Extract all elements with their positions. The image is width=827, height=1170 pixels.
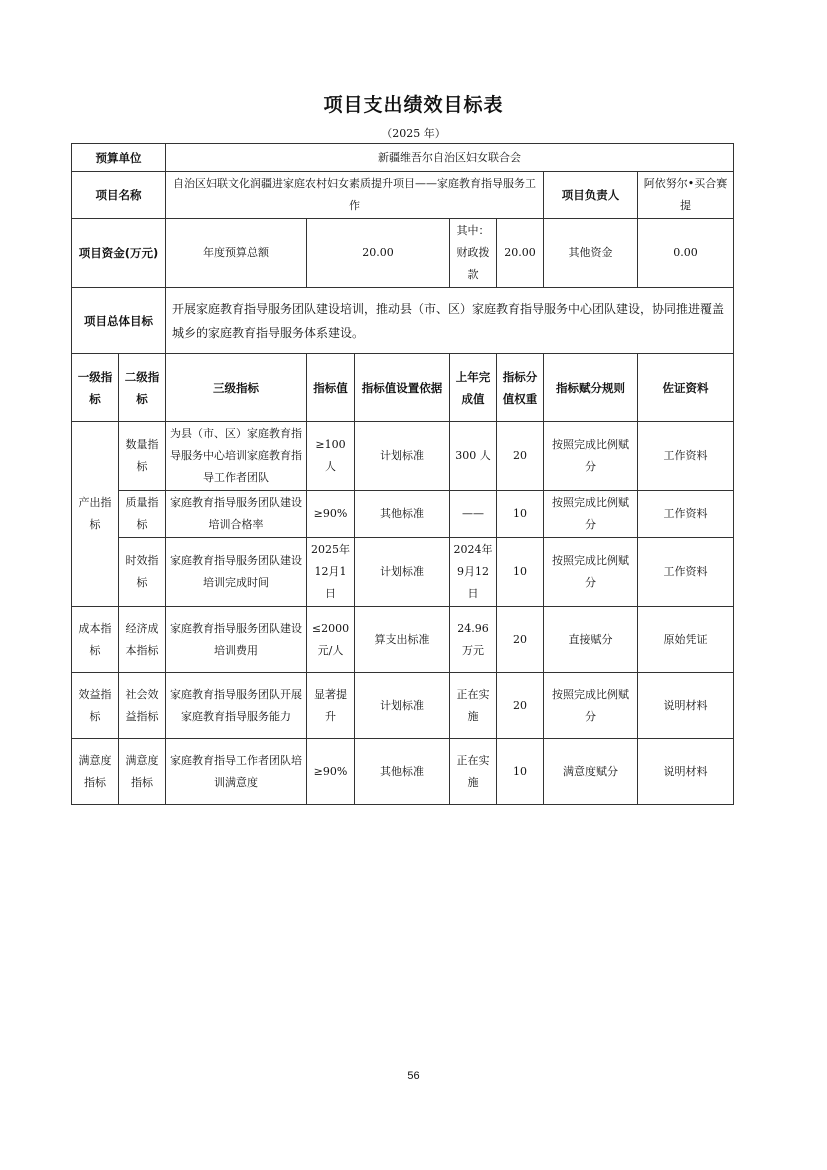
evidence-cell: 工作资料 xyxy=(638,538,734,607)
performance-table xyxy=(71,143,734,805)
table-row xyxy=(72,422,734,491)
weight-cell: 10 xyxy=(497,491,544,538)
other-funds-label: 其他资金 xyxy=(568,246,613,259)
rule-cell: 按照完成比例赋分 xyxy=(544,422,638,491)
table-row xyxy=(72,538,734,607)
weight-cell: 20 xyxy=(497,673,544,739)
rule-cell: 按照完成比例赋分 xyxy=(544,538,638,607)
page-title: 项目支出绩效目标表 xyxy=(323,94,504,116)
col-evidence: 佐证资料 xyxy=(638,354,734,422)
col-rule: 指标赋分规则 xyxy=(544,354,638,422)
year-label: （2025 年） xyxy=(381,127,446,140)
col-last: 上年完成值 xyxy=(450,354,497,422)
basis-cell: 其他标准 xyxy=(355,739,450,805)
col-weight: 指标分值权重 xyxy=(497,354,544,422)
level3-cell: 家庭教育指导服务团队建设培训合格率 xyxy=(166,491,307,538)
other-funds-value: 0.00 xyxy=(638,219,734,288)
value-cell: 显著提升 xyxy=(307,673,355,739)
col-basis: 指标值设置依据 xyxy=(355,354,450,422)
col-level2: 二级指标 xyxy=(119,354,166,422)
basis-cell: 计划标准 xyxy=(355,422,450,491)
unit-label: 预算单位 xyxy=(72,144,166,172)
annual-budget-label: 年度预算总额 xyxy=(166,219,307,288)
weight-cell: 20 xyxy=(497,422,544,491)
evidence-cell: 工作资料 xyxy=(638,491,734,538)
basis-cell: 计划标准 xyxy=(355,538,450,607)
value-cell: ≥100人 xyxy=(307,422,355,491)
level2-cell: 满意度指标 xyxy=(119,739,166,805)
level2-cell: 数量指标 xyxy=(119,422,166,491)
level1-cell: 成本指标 xyxy=(72,607,119,673)
weight-cell: 20 xyxy=(497,607,544,673)
rule-cell: 直接赋分 xyxy=(544,607,638,673)
basis-cell: 算支出标准 xyxy=(355,607,450,673)
leader-label: 项目负责人 xyxy=(544,172,638,219)
basis-cell: 计划标准 xyxy=(355,673,450,739)
value-cell: ≤2000元/人 xyxy=(307,607,355,673)
last-cell: 正在实施 xyxy=(450,673,497,739)
rule-cell: 按照完成比例赋分 xyxy=(544,673,638,739)
col-value: 指标值 xyxy=(307,354,355,422)
value-cell: ≥90% xyxy=(307,739,355,805)
fiscal-value: 20.00 xyxy=(497,219,544,288)
last-cell: 2024年9月12日 xyxy=(450,538,497,607)
unit-value: 新疆维吾尔自治区妇女联合会 xyxy=(166,144,734,172)
col-level1: 一级指标 xyxy=(72,354,119,422)
value-cell: ≥90% xyxy=(307,491,355,538)
rule-cell: 按照完成比例赋分 xyxy=(544,491,638,538)
level3-cell: 家庭教育指导服务团队开展家庭教育指导服务能力 xyxy=(166,673,307,739)
weight-cell: 10 xyxy=(497,538,544,607)
table-row xyxy=(72,739,734,805)
level1-cell: 效益指标 xyxy=(72,673,119,739)
last-cell: —— xyxy=(450,491,497,538)
last-cell: 300 人 xyxy=(450,422,497,491)
level2-cell: 质量指标 xyxy=(119,491,166,538)
last-cell: 正在实施 xyxy=(450,739,497,805)
goal-value: 开展家庭教育指导服务团队建设培训，推动县（市、区）家庭教育指导服务中心团队建设，协同推进覆盖城乡的家庭教育指导服务体系建设。 xyxy=(166,288,734,354)
table-row xyxy=(72,673,734,739)
evidence-cell: 工作资料 xyxy=(638,422,734,491)
level3-cell: 家庭教育指导服务团队建设培训完成时间 xyxy=(166,538,307,607)
table-row xyxy=(72,607,734,673)
evidence-cell: 原始凭证 xyxy=(638,607,734,673)
level1-cell: 产出指标 xyxy=(72,422,119,607)
page-number: 56 xyxy=(407,1070,420,1082)
funds-label: 项目资金(万元) xyxy=(72,219,166,288)
annual-budget-value: 20.00 xyxy=(307,219,450,288)
last-cell: 24.96万元 xyxy=(450,607,497,673)
goal-label: 项目总体目标 xyxy=(72,288,166,354)
level3-cell: 家庭教育指导工作者团队培训满意度 xyxy=(166,739,307,805)
value-cell: 2025年12月1日 xyxy=(307,538,355,607)
rule-cell: 满意度赋分 xyxy=(544,739,638,805)
table-row xyxy=(72,491,734,538)
evidence-cell: 说明材料 xyxy=(638,739,734,805)
level3-cell: 家庭教育指导服务团队建设培训费用 xyxy=(166,607,307,673)
col-level3: 三级指标 xyxy=(166,354,307,422)
other-funds-cell xyxy=(544,219,638,288)
weight-cell: 10 xyxy=(497,739,544,805)
name-label: 项目名称 xyxy=(72,172,166,219)
level2-cell: 时效指标 xyxy=(119,538,166,607)
basis-cell: 其他标准 xyxy=(355,491,450,538)
level2-cell: 经济成本指标 xyxy=(119,607,166,673)
leader-value: 阿依努尔•买合赛提 xyxy=(638,172,734,219)
evidence-cell: 说明材料 xyxy=(638,673,734,739)
name-value: 自治区妇联文化润疆进家庭农村妇女素质提升项目——家庭教育指导服务工作 xyxy=(166,172,544,219)
level3-cell: 为县（市、区）家庭教育指导服务中心培训家庭教育指导工作者团队 xyxy=(166,422,307,491)
level1-cell: 满意度指标 xyxy=(72,739,119,805)
fiscal-label: 其中：财政拨款 xyxy=(450,219,497,288)
level2-cell: 社会效益指标 xyxy=(119,673,166,739)
